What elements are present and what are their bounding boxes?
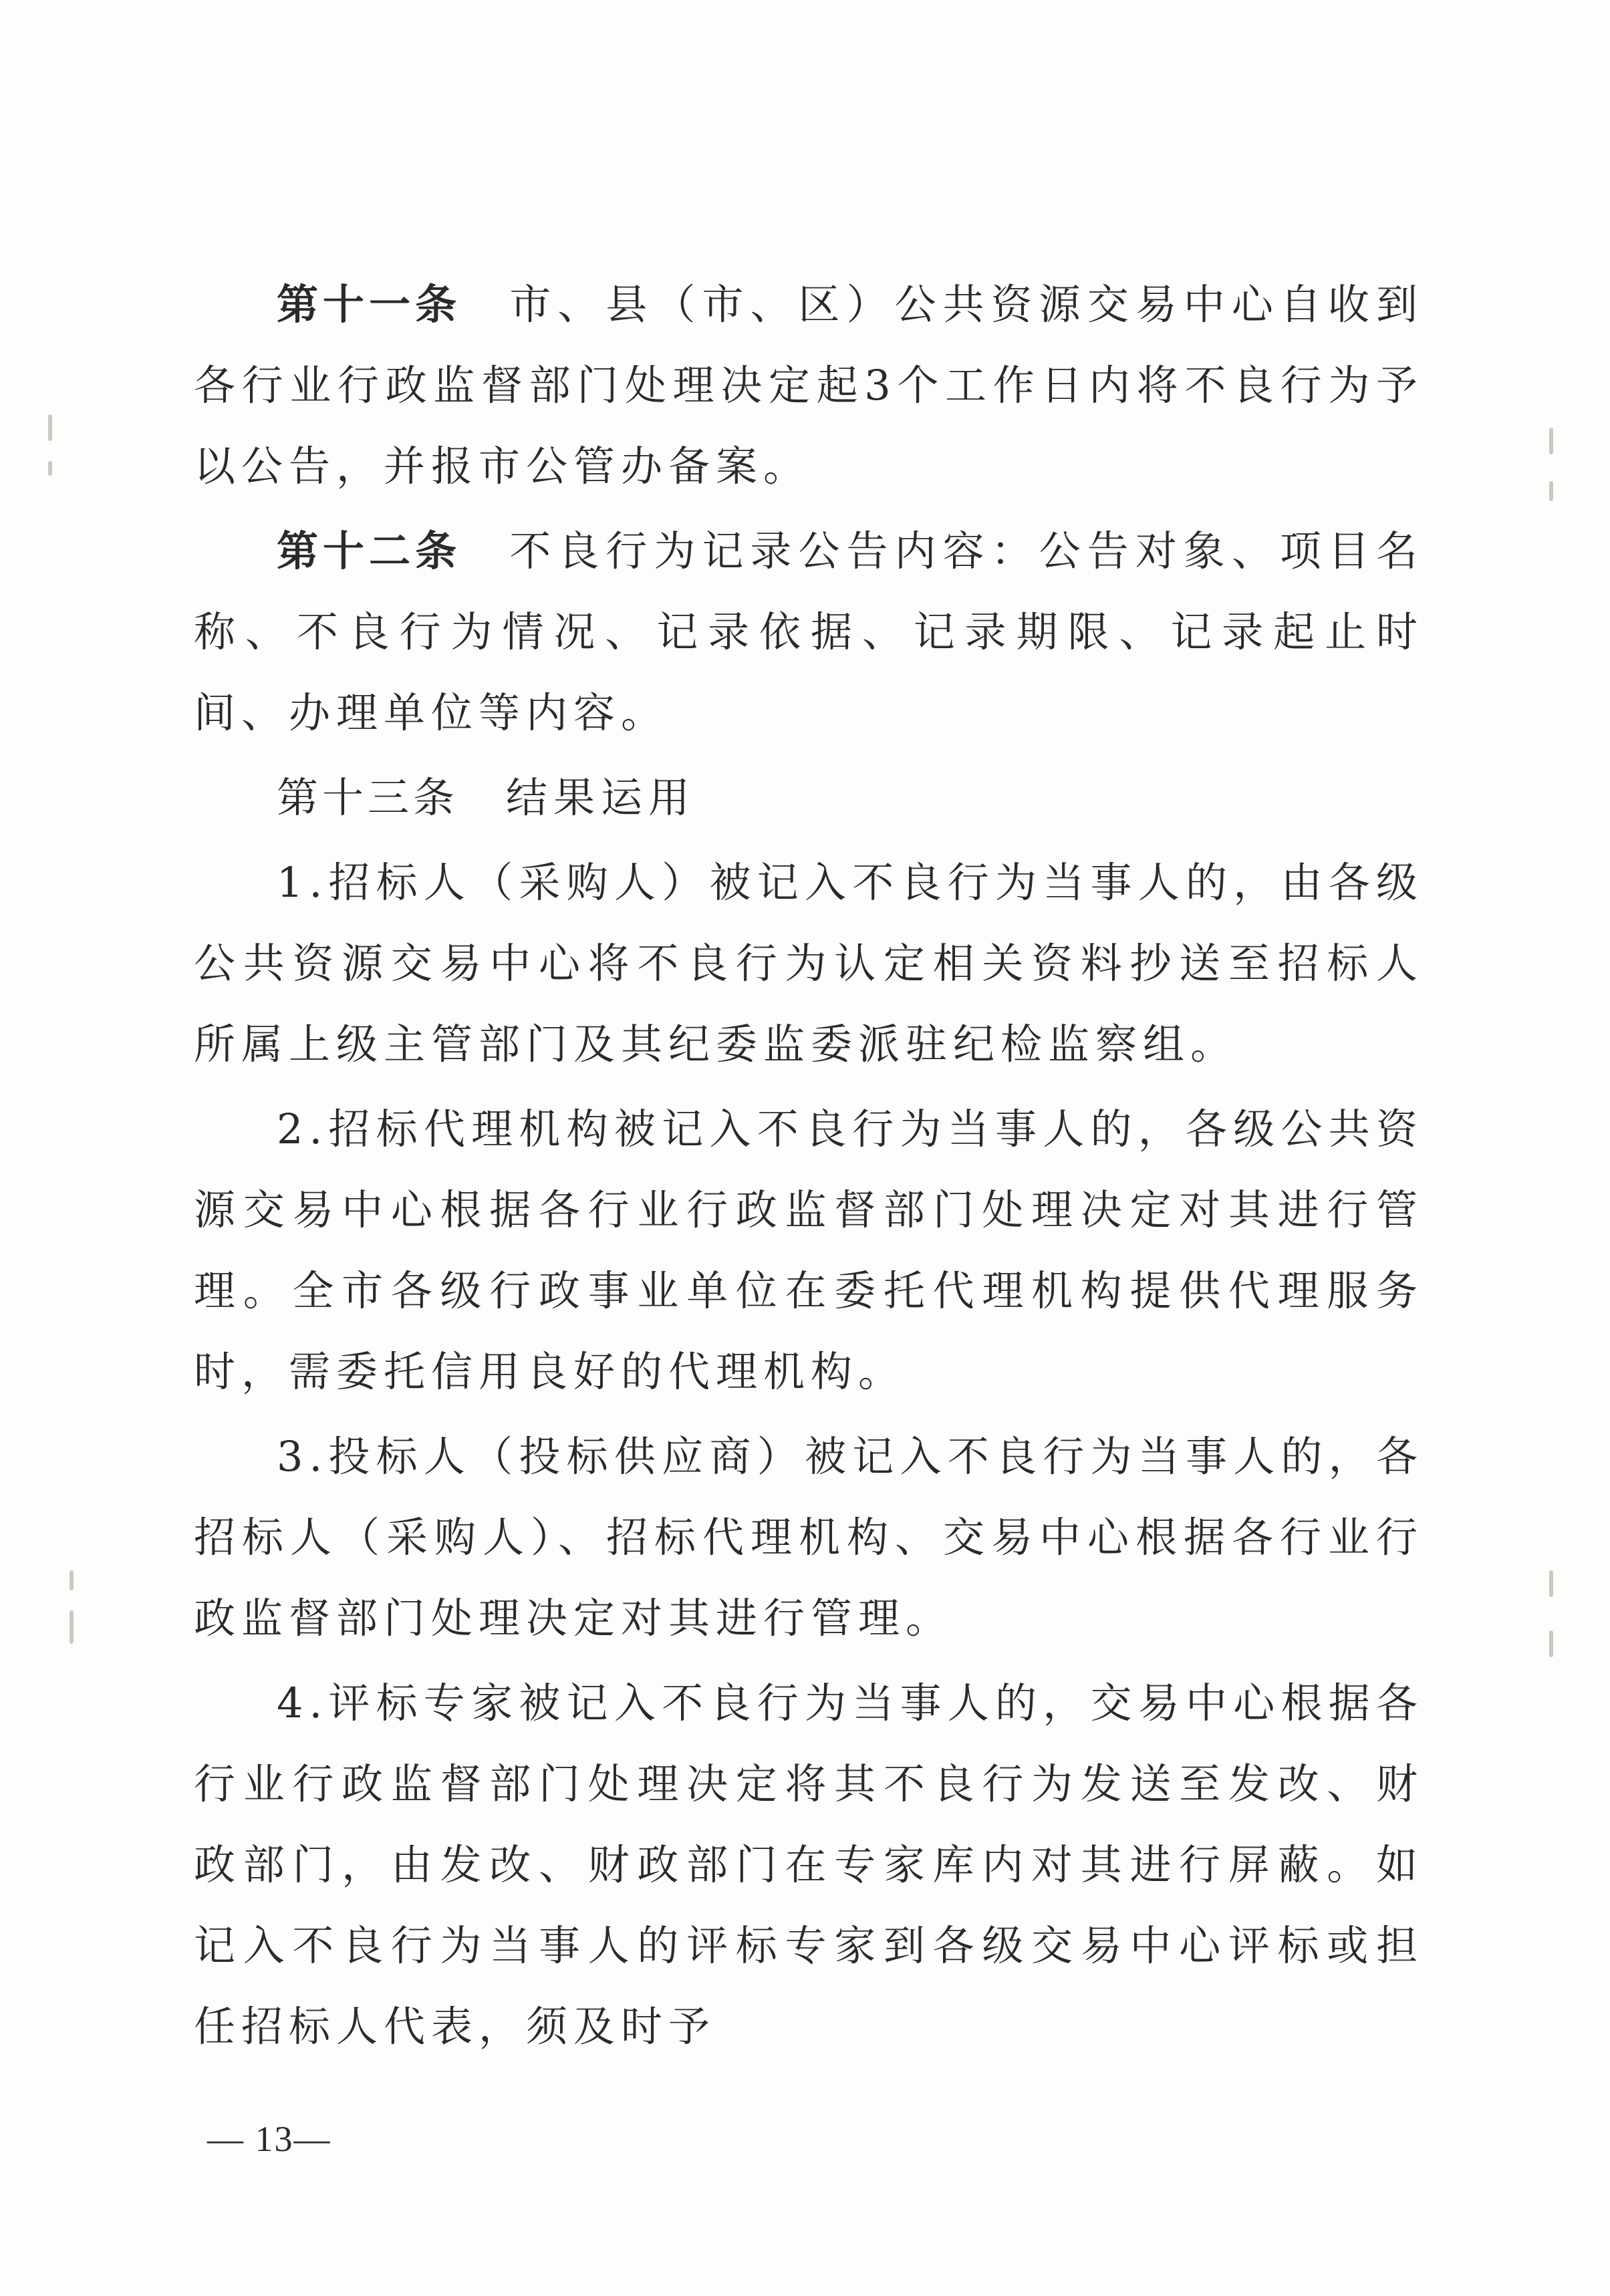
article-12-heading: 第十二条 xyxy=(277,527,462,575)
binding-mark-left-top-2 xyxy=(48,461,52,476)
article-12-paragraph xyxy=(194,511,1424,753)
article-13-paragraph xyxy=(194,757,1424,838)
binding-mark-right-top xyxy=(1549,428,1553,454)
article-11-paragraph xyxy=(194,264,1424,507)
binding-mark-left-top xyxy=(48,414,52,441)
binding-mark-right-bottom xyxy=(1549,1570,1553,1597)
list-item-3 xyxy=(194,1416,1424,1659)
binding-mark-left-bottom xyxy=(70,1570,74,1590)
document-body xyxy=(194,264,1424,2071)
binding-mark-right-top-2 xyxy=(1549,481,1553,501)
list-item-2-text: 2.招标代理机构被记入不良行为当事人的，各级公共资源交易中心根据各行业行政监督部门处理决定对其进行管理。全市各级行政事业单位在委托代理机构提供代理服务时，需委托信用良好的代理机构。 xyxy=(194,1105,1424,1396)
list-item-4-text: 4.评标专家被记入不良行为当事人的，交易中心根据各行业行政监督部门处理决定将其不良行为发送至发改、财政部门，由发改、财政部门在专家库内对其进行屏蔽。如记入不良行为当事人的评标专家到各级交易中心评标或担任招标人代表，须及时予 xyxy=(194,1679,1424,2051)
article-13-text: 结果运用 xyxy=(506,773,696,822)
list-item-3-text: 3.投标人（投标供应商）被记入不良行为当事人的，各招标人（采购人）、招标代理机构、交易中心根据各行业行政监督部门处理决定对其进行管理。 xyxy=(194,1432,1424,1642)
article-11-heading: 第十一条 xyxy=(277,280,462,329)
list-item-1-text: 1.招标人（采购人）被记入不良行为当事人的，由各级公共资源交易中心将不良行为认定相关资料抄送至招标人所属上级主管部门及其纪委监委派驻纪检监察组。 xyxy=(194,858,1424,1068)
binding-mark-right-bottom-2 xyxy=(1549,1630,1553,1657)
list-item-2 xyxy=(194,1089,1424,1412)
article-13-heading: 第十三条 xyxy=(277,773,459,822)
binding-mark-left-bottom-2 xyxy=(70,1610,74,1644)
list-item-1 xyxy=(194,842,1424,1085)
article-11-text: 市、县（市、区）公共资源交易中心自收到各行业行政监督部门处理决定起3个工作日内将不良行为予以公告，并报市公管办备案。 xyxy=(194,280,1424,490)
page-number: — 13— xyxy=(207,2119,331,2159)
article-12-text: 不良行为记录公告内容：公告对象、项目名称、不良行为情况、记录依据、记录期限、记录起止时间、办理单位等内容。 xyxy=(194,527,1424,737)
list-item-4 xyxy=(194,1663,1424,2067)
